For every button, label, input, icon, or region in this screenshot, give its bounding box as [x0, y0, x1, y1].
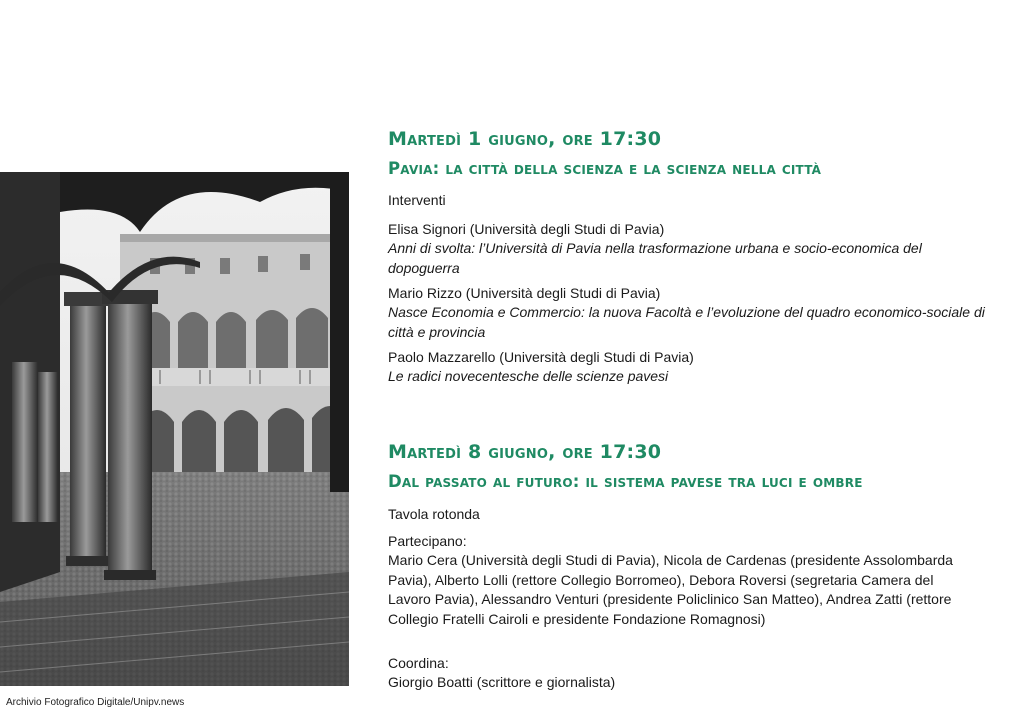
event-2-title: Dal passato al futuro: il sistema pavese tra luci e ombre	[388, 472, 863, 491]
courtyard-photo	[0, 172, 349, 686]
speaker-2-name: Mario Rizzo (Università degli Studi di Pavia)	[388, 285, 661, 301]
participants-label: Partecipano:	[388, 533, 467, 549]
event-1-title: Pavia: la città della scienza e la scienza nella città	[388, 159, 822, 178]
speaker-3-talk: Le radici novecentesche delle scienze pavesi	[388, 368, 669, 384]
speaker-2-talk: Nasce Economia e Commercio: la nuova Facoltà e l’evoluzione del quadro economico-sociale di città e provincia	[388, 304, 985, 340]
event-2-intro: Tavola rotonda	[388, 506, 480, 522]
moderator-label: Coordina:	[388, 655, 449, 671]
participants-list: Mario Cera (Università degli Studi di Pavia), Nicola de Cardenas (presidente Assolombarda Pavia), Alberto Lolli (rettore Collegio Borromeo), Debora Roversi (segretaria Camera del Lavoro Pavia), Alessandro Venturi (presidente Policlinico San Matteo), Andrea Zatti (rettore Collegio Fratelli Cairoli e presidente Fondazione Romagnosi)	[388, 552, 953, 627]
speaker-1-name: Elisa Signori (Università degli Studi di Pavia)	[388, 221, 665, 237]
event-1-date: Martedì 1 giugno, ore 17:30	[388, 128, 662, 150]
speaker-1-talk: Anni di svolta: l’Università di Pavia nella trasformazione urbana e socio-economica del dopoguerra	[388, 240, 922, 276]
photo-credit: Archivio Fotografico Digitale/Unipv.news	[6, 697, 185, 708]
speaker-3-name: Paolo Mazzarello (Università degli Studi di Pavia)	[388, 349, 694, 365]
moderator-name: Giorgio Boatti (scrittore e giornalista)	[388, 674, 616, 690]
event-1-intro: Interventi	[388, 192, 446, 208]
event-2-date: Martedì 8 giugno, ore 17:30	[388, 441, 662, 463]
